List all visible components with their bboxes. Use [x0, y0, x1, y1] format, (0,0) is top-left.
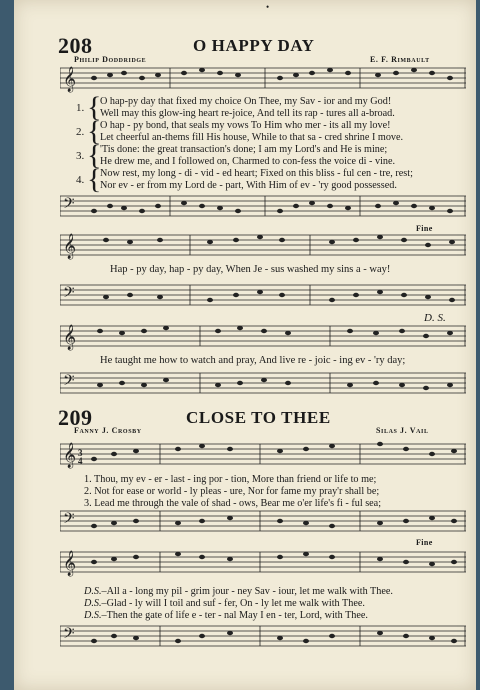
verse-number-4: 4. — [76, 174, 85, 186]
refrain-line — [84, 586, 393, 598]
svg-text:𝄢: 𝄢 — [63, 625, 75, 645]
verse-brace-2: { — [87, 115, 102, 148]
hymn-208-ds-marker: D. S. — [424, 312, 446, 324]
svg-text:3: 3 — [78, 448, 83, 458]
verse-number-1: 1. — [76, 102, 85, 114]
hymn-209-fine: Fine — [416, 538, 433, 547]
hymnal-page — [14, 0, 476, 690]
hymn-208-refrain-line-2: He taught me how to watch and pray, And live re - joic - ing ev - 'ry day; — [100, 355, 406, 366]
hymn-209-number: 209 — [58, 405, 93, 430]
hymn-208-refrain-line-1: Hap - py day, hap - py day, When Je - sus washed my sins a - way! — [110, 264, 391, 275]
verse-number-2: 2. — [76, 126, 85, 138]
refrain-text: –All a - long my pil - grim jour - ney Sav - iour, let me walk with Thee. — [101, 586, 393, 597]
svg-text:4: 4 — [78, 456, 83, 466]
verse-line: O hap - py bond, that seals my vows To Him who mer - its all my love! — [100, 120, 391, 131]
svg-text:𝄢: 𝄢 — [63, 195, 75, 215]
hymn-208-title: O HAPPY DAY — [193, 36, 315, 55]
svg-text:𝄞: 𝄞 — [63, 442, 77, 467]
verse-line: 3. Lead me through the vale of shad - ows, Bear me o'er life's fi - ful sea; — [84, 498, 382, 509]
hymn-209-treble-staff-2 — [60, 546, 466, 580]
svg-text:𝄢: 𝄢 — [63, 510, 75, 530]
svg-text:𝄞: 𝄞 — [63, 233, 77, 258]
hymn-208-fine: Fine — [416, 224, 433, 233]
hymn-208-treble-staff-1 — [60, 64, 466, 94]
svg-text:𝄞: 𝄞 — [63, 550, 77, 575]
svg-text:𝄢: 𝄢 — [63, 284, 75, 304]
refrain-line — [84, 610, 368, 622]
refrain-line — [84, 598, 365, 610]
verse-brace-3: { — [87, 139, 102, 172]
verse-line: Now rest, my long - di - vid - ed heart; Fixed on this bliss - ful cen - tre, rest; — [100, 168, 413, 179]
svg-text:𝄢: 𝄢 — [63, 372, 75, 392]
page-mark: • — [266, 2, 270, 12]
hymn-208-number: 208 — [58, 33, 93, 58]
verse-line: Nor ev - er from my Lord de - part, With Him of ev - 'ry good possessed. — [100, 180, 397, 191]
hymn-208-treble-staff-3 — [60, 322, 466, 352]
hymn-208-treble-staff-2 — [60, 231, 466, 261]
verse-line: 1. Thou, my ev - er - last - ing por - tion, More than friend or life to me; — [84, 474, 377, 485]
svg-text:𝄞: 𝄞 — [63, 66, 77, 91]
verse-brace-1: { — [87, 91, 102, 124]
verse-line: O hap-py day that fixed my choice On Thee, my Sav - ior and my God! — [100, 96, 392, 107]
verse-line: Well may this glow-ing heart re-joice, And tell its rap - tures all a-broad. — [100, 108, 395, 119]
verse-line: 2. Not for ease or world - ly pleas - ure, Nor for fame my pray'r shall be; — [84, 486, 380, 497]
refrain-text: –Then the gate of life e - ter - nal May I en - ter, Lord, with Thee. — [101, 610, 368, 621]
verse-brace-4: { — [87, 163, 102, 196]
hymn-208-author: Philip Doddridge — [74, 55, 147, 64]
hymn-209-treble-staff-1 — [60, 436, 466, 470]
verse-line: He drew me, and I followed on, Charmed to con-fess the voice di - vine. — [100, 156, 396, 167]
hymn-209-composer: Silas J. Vail — [376, 426, 429, 435]
hymn-208-bass-staff-2 — [60, 281, 466, 311]
hymn-208-bass-staff-1 — [60, 192, 466, 222]
ds-prefix: D.S. — [84, 586, 102, 597]
verse-line: 'Tis done: the great transaction's done; I am my Lord's and He is mine; — [100, 144, 388, 155]
hymn-208-bass-staff-3 — [60, 369, 466, 399]
hymn-208-composer: E. F. Rimbault — [370, 55, 430, 64]
verse-line: Let cheerful an-thems fill His house, While to that sa - cred shrine I move. — [100, 132, 404, 143]
ds-prefix: D.S. — [84, 610, 102, 621]
refrain-text: –Glad - ly will I toil and suf - fer, On - ly let me walk with Thee. — [101, 598, 365, 609]
hymn-209-bass-staff-1 — [60, 507, 466, 537]
hymn-209-author: Fanny J. Crosby — [74, 426, 142, 435]
hymn-209-bass-staff-2 — [60, 622, 466, 652]
ds-prefix: D.S. — [84, 598, 102, 609]
hymn-209-title: CLOSE TO THEE — [186, 408, 331, 427]
svg-text:𝄞: 𝄞 — [63, 324, 77, 349]
verse-number-3: 3. — [76, 150, 85, 162]
